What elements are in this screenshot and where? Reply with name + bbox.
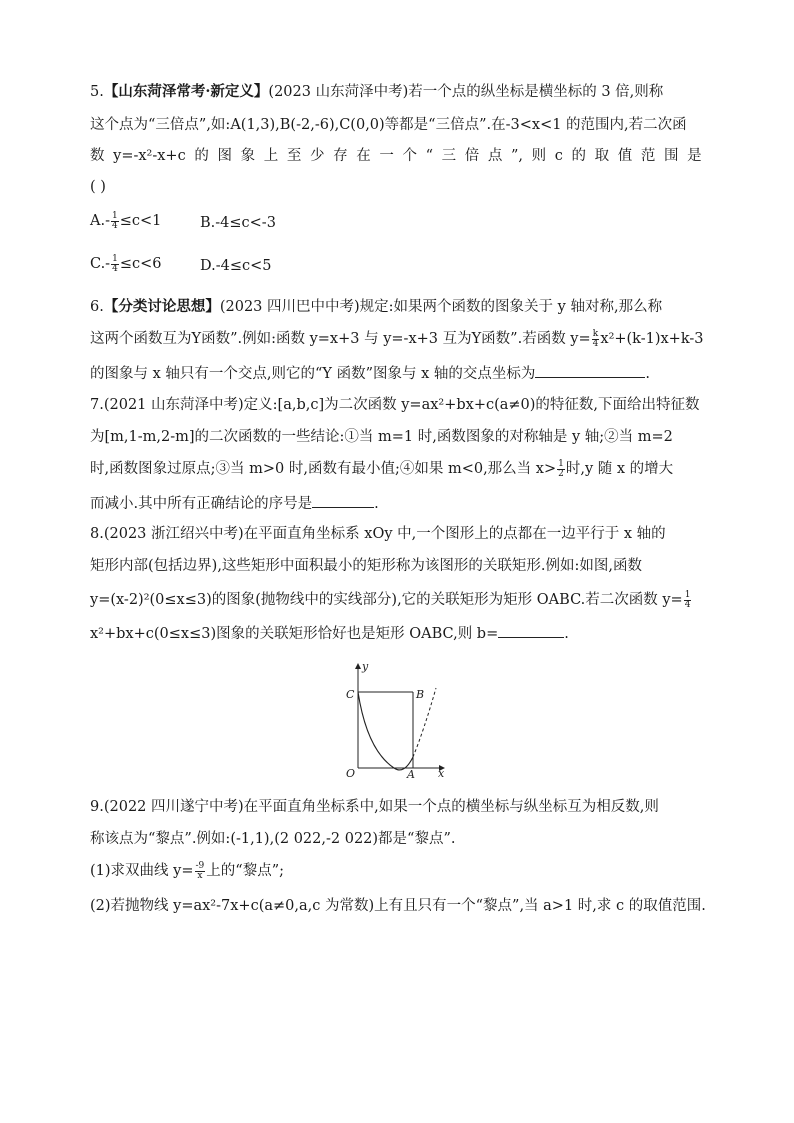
q7-line-1: 7.(2021 山东菏泽中考)定义:[a,b,c]为二次函数 y=ax²+bx+c(a≠0)的特征数,下面给出特征数 bbox=[90, 397, 700, 413]
parabola-solid bbox=[358, 692, 413, 770]
q5-line3-word: 围 bbox=[664, 148, 679, 164]
q5-option-c-suffix: ≤c<6 bbox=[119, 256, 162, 272]
q9-fraction: $\frac{-9}{x}$ bbox=[195, 860, 205, 881]
q5-line3-word: 数 bbox=[90, 148, 105, 164]
q5-line3-word: “ bbox=[425, 148, 433, 164]
q5-option-c-fraction: $\frac{1}{4}$ bbox=[112, 253, 118, 274]
q9-line-2: 称该点为“黎点”.例如:(-1,1),(2 022,-2 022)都是“黎点”. bbox=[90, 831, 456, 847]
q5-line3-word: 范 bbox=[640, 148, 656, 164]
q5-line-2: 这个点为“三倍点”,如:A(1,3),B(-2,-6),C(0,0)等都是“三倍点”.在-3<x<1 的范围内,若二次函 bbox=[90, 117, 687, 133]
q7-line-2: 为[m,1-m,2-m]的二次函数的一些结论:①当 m=1 时,函数图象的对称轴是 y 轴;②当 m=2 bbox=[90, 429, 673, 445]
q9-line-1: 9.(2022 四川遂宁中考)在平面直角坐标系中,如果一个点的横坐标与纵坐标互为相反数,则 bbox=[90, 799, 659, 815]
q5-line3-word: 则 bbox=[531, 148, 547, 164]
q5-answer-bracket: ( ) bbox=[90, 179, 106, 195]
q5-line3-word: 值 bbox=[617, 148, 633, 164]
q5-line3-word: 少 bbox=[309, 148, 325, 164]
q7-line-4 bbox=[90, 493, 379, 514]
q5-line3-word: 个 bbox=[402, 148, 417, 164]
q5-line-1 bbox=[90, 82, 663, 102]
q7-line3-suffix: 时,y 随 x 的增大 bbox=[565, 461, 674, 477]
q5-tag: 【山东菏泽常考·新定义】 bbox=[103, 83, 269, 100]
q6-answer-blank[interactable] bbox=[535, 363, 645, 378]
q5-line3-word: c bbox=[554, 148, 563, 164]
q7-line-3 bbox=[90, 459, 673, 479]
label-o: O bbox=[346, 767, 356, 780]
q5-option-a-fraction: $\frac{1}{4}$ bbox=[111, 210, 118, 231]
q7-line4-text: 而减小.其中所有正确结论的序号是 bbox=[90, 496, 313, 512]
q5-line3-word: 在 bbox=[356, 148, 371, 164]
q5-line-3 bbox=[90, 146, 702, 166]
q8-fraction: $\frac{1}{4}$ bbox=[684, 589, 691, 610]
q6-line1-text: (2023 四川巴中中考)规定:如果两个函数的图象关于 y 轴对称,那么称 bbox=[219, 299, 663, 315]
q6-line-2 bbox=[90, 329, 703, 349]
q5-option-c[interactable] bbox=[90, 254, 161, 274]
label-a: A bbox=[407, 768, 415, 780]
q5-option-a-suffix: ≤c<1 bbox=[119, 213, 162, 229]
q6-line-1 bbox=[90, 297, 662, 317]
q6-line2-prefix: 这两个函数互为Y函数”.例如:函数 y=x+3 与 y=-x+3 互为Y函数”.若函数 y= bbox=[90, 331, 591, 347]
q9-part-2: (2)若抛物线 y=ax²-7x+c(a≠0,a,c 为常数)上有且只有一个“黎点”,当 a>1 时,求 c 的取值范围. bbox=[90, 898, 706, 914]
q6-fraction: $\frac{k}{4}$ bbox=[592, 328, 599, 349]
q5-line3-word: 一 bbox=[379, 148, 394, 164]
q5-line3-word: 三 bbox=[441, 148, 457, 164]
q5-line3-word: 倍 bbox=[464, 148, 480, 164]
label-x: x bbox=[438, 767, 445, 780]
q5-line3-word: 象 bbox=[240, 148, 256, 164]
q5-option-a[interactable] bbox=[90, 211, 161, 231]
q5-line3-word: 取 bbox=[594, 148, 610, 164]
q8-answer-blank[interactable] bbox=[498, 623, 564, 638]
q5-option-a-prefix: A.- bbox=[90, 213, 110, 229]
q5-line3-word: 存 bbox=[333, 148, 348, 164]
q9-part-1 bbox=[90, 861, 284, 881]
q7-fraction: $\frac{1}{2}$ bbox=[558, 458, 564, 479]
q7-line3-prefix: 时,函数图象过原点;③当 m>0 时,函数有最小值;④如果 m<0,那么当 x> bbox=[90, 461, 557, 477]
q7-period: . bbox=[374, 496, 379, 512]
q8-line-2: 矩形内部(包括边界),这些矩形中面积最小的矩形称为该图形的关联矩形.例如:如图,函数 bbox=[90, 558, 643, 574]
q8-line-1: 8.(2023 浙江绍兴中考)在平面直角坐标系 xOy 中,一个图形上的点都在一边平行于 x 轴的 bbox=[90, 526, 666, 542]
label-y: y bbox=[362, 660, 369, 673]
q5-line3-word: 至 bbox=[286, 148, 302, 164]
q7-answer-blank[interactable] bbox=[312, 493, 374, 508]
q6-line-3 bbox=[90, 363, 650, 384]
q8-line3-prefix: y=(x-2)²(0≤x≤3)的图象(抛物线中的实线部分),它的关联矩形为矩形 OABC.若二次函数 y= bbox=[90, 592, 683, 608]
q5-line3-word: 的 bbox=[571, 148, 587, 164]
q8-period: . bbox=[564, 626, 569, 642]
q6-line2-suffix: x²+(k-1)x+k-3 bbox=[600, 331, 704, 347]
q9-part1-suffix: 上的“黎点”; bbox=[206, 863, 284, 879]
q5-option-c-prefix: C.- bbox=[90, 256, 111, 272]
q9-part1-prefix: (1)求双曲线 y= bbox=[90, 863, 194, 879]
q5-option-d[interactable]: D.-4≤c<5 bbox=[200, 258, 272, 274]
q5-line3-word: y=-x²-x+c bbox=[113, 148, 186, 164]
q5-number: 5. bbox=[90, 84, 104, 100]
q5-option-b[interactable]: B.-4≤c<-3 bbox=[200, 215, 276, 231]
label-b: B bbox=[416, 688, 425, 701]
q8-line4-prefix: x²+bx+c(0≤x≤3)图象的关联矩形恰好也是矩形 OABC,则 b= bbox=[90, 626, 499, 642]
q8-line-3 bbox=[90, 590, 692, 610]
q6-tag: 【分类讨论思想】 bbox=[103, 298, 220, 315]
q5-line3-word: 的 bbox=[194, 148, 209, 164]
q5-line1-text: (2023 山东菏泽中考)若一个点的纵坐标是横坐标的 3 倍,则称 bbox=[268, 84, 664, 100]
q5-line3-word: 上 bbox=[263, 148, 279, 164]
q6-period: . bbox=[645, 366, 651, 382]
q5-line3-word: ”, bbox=[511, 148, 524, 164]
q6-number: 6. bbox=[90, 299, 104, 315]
q5-line3-word: 图 bbox=[217, 148, 232, 164]
q8-figure-graph bbox=[332, 660, 452, 780]
q5-line3-word: 点 bbox=[487, 148, 503, 164]
q8-line-4 bbox=[90, 623, 569, 644]
q5-line3-word: 是 bbox=[687, 148, 702, 164]
q6-line3-text: 的图象与 x 轴只有一个交点,则它的“Y 函数”图象与 x 轴的交点坐标为 bbox=[90, 366, 536, 382]
label-c: C bbox=[346, 688, 355, 701]
